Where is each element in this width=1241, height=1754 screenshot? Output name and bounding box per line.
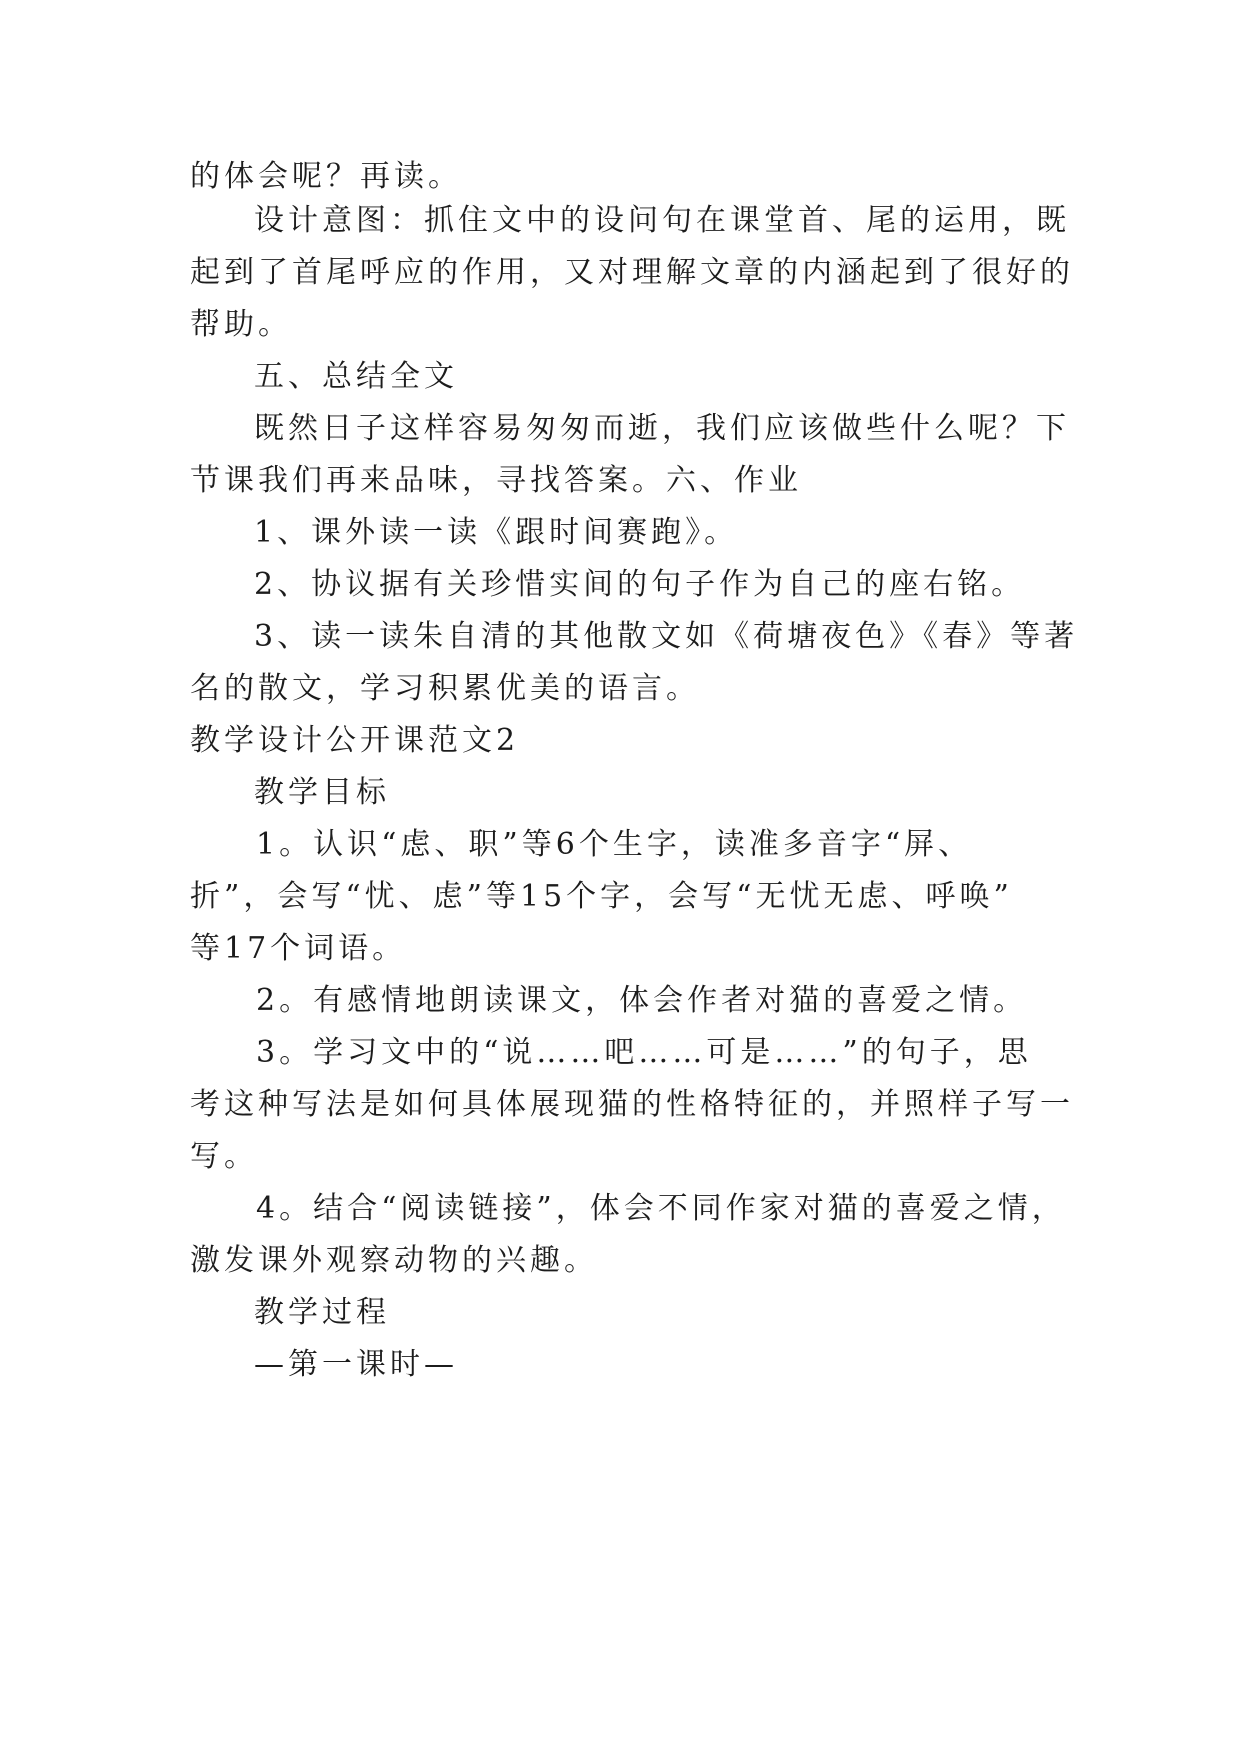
document-title: 教学设计公开课范文2 <box>190 723 520 758</box>
text-line: 既然日子这样容易匆匆而逝，我们应该做些什么呢？下 <box>254 411 1070 446</box>
section-subheading: —第一课时— <box>254 1347 458 1382</box>
list-item: 1、课外读一读《跟时间赛跑》。 <box>254 515 739 550</box>
text-line: 激发课外观察动物的兴趣。 <box>190 1243 598 1278</box>
text-line: 名的散文，学习积累优美的语言。 <box>190 671 700 706</box>
list-item: 1。认识“虑、职”等6个生字，读准多音字“屏、 <box>256 827 973 862</box>
list-item: 4。结合“阅读链接”，体会不同作家对猫的喜爱之情， <box>256 1191 1066 1226</box>
list-item: 3。学习文中的“说……吧……可是……”的句子，思 <box>256 1035 1032 1070</box>
text-line: 等17个词语。 <box>190 931 407 966</box>
text-line: 折”，会写“忧、虑”等15个字，会写“无忧无虑、呼唤” <box>190 879 1013 914</box>
text-line: 节课我们再来品味，寻找答案。六、作业 <box>190 463 802 498</box>
list-item: 2。有感情地朗读课文，体会作者对猫的喜爱之情。 <box>256 983 1028 1018</box>
text-line: 写。 <box>190 1139 258 1174</box>
text-line: 帮助。 <box>190 307 292 342</box>
section-heading: 五、总结全文 <box>254 359 458 394</box>
section-heading: 教学过程 <box>254 1295 390 1330</box>
list-item: 3、读一读朱自清的其他散文如《荷塘夜色》《春》等著 <box>254 619 1079 654</box>
list-item: 2、协议据有关珍惜实间的句子作为自己的座右铭。 <box>254 567 1026 602</box>
text-line: 起到了首尾呼应的作用，又对理解文章的内涵起到了很好的 <box>190 255 1074 290</box>
section-heading: 教学目标 <box>254 775 390 810</box>
text-line: 设计意图：抓住文中的设问句在课堂首、尾的运用，既 <box>254 203 1070 238</box>
text-line: 的体会呢？再读。 <box>190 159 462 194</box>
text-line: 考这种写法是如何具体展现猫的性格特征的，并照样子写一 <box>190 1087 1074 1122</box>
